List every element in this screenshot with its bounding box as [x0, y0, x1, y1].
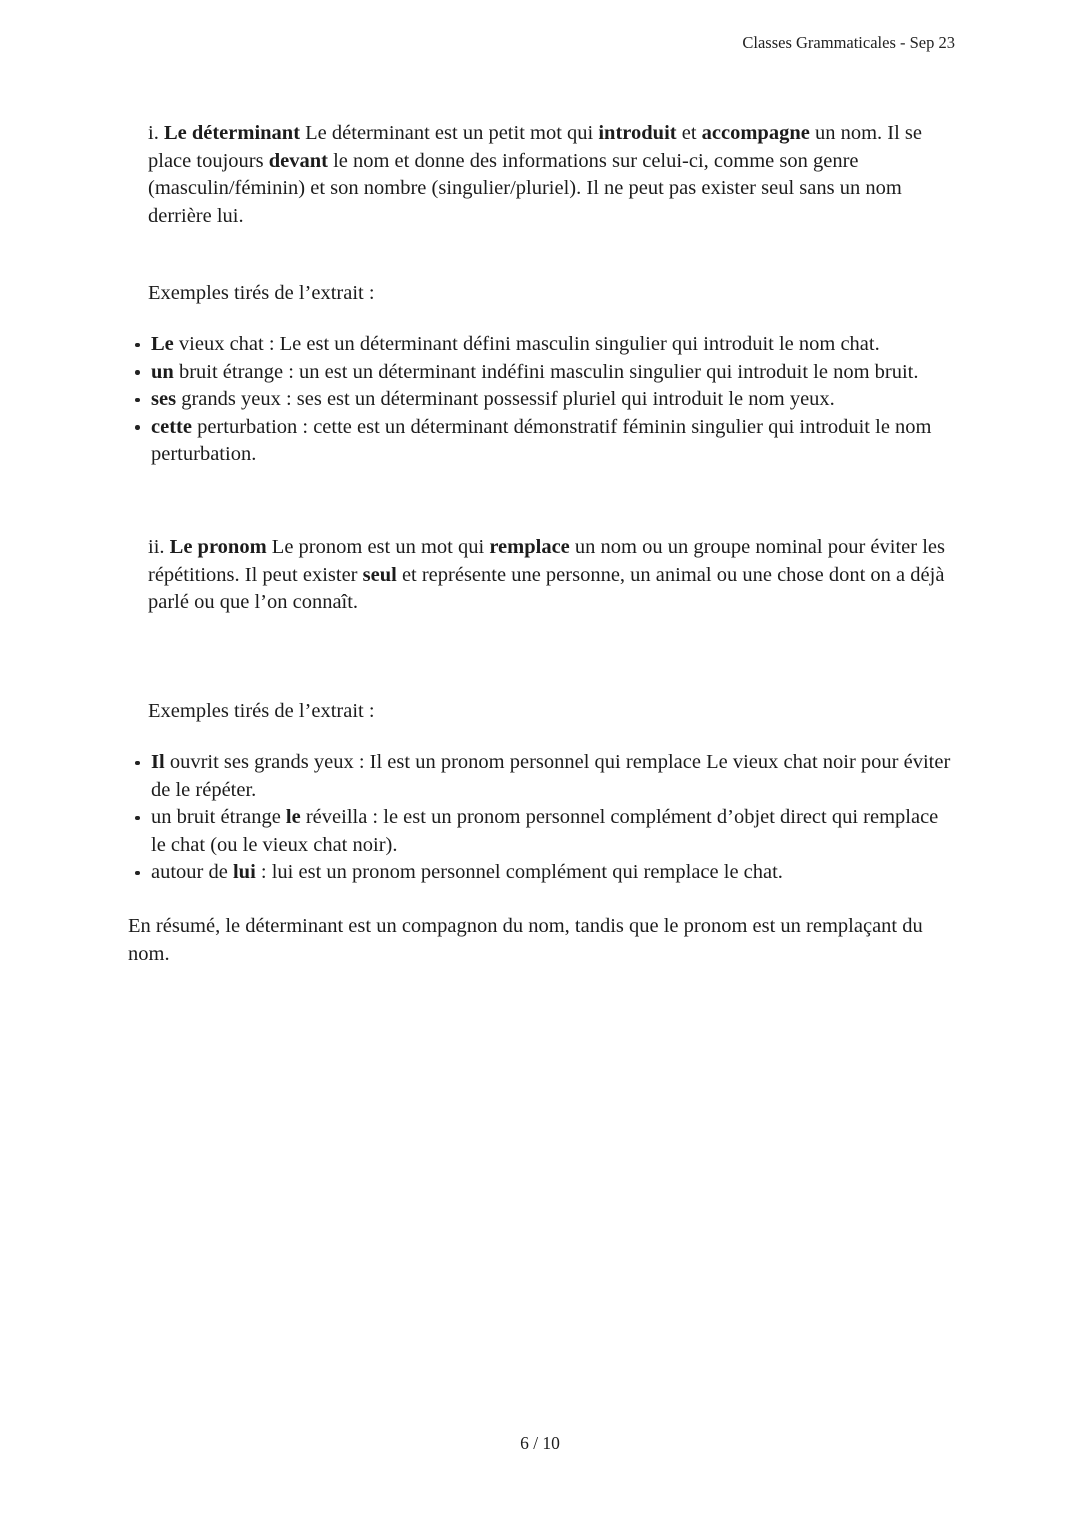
text-run: ii.	[148, 536, 170, 558]
text-run: un bruit étrange	[151, 806, 286, 828]
text-run: Le pronom	[169, 536, 267, 558]
examples-heading-determinant: Exemples tirés de l’extrait :	[148, 282, 375, 304]
text-run: accompagne	[701, 122, 810, 144]
text-run: un	[151, 360, 174, 383]
list-item	[134, 386, 955, 414]
page-number: 6 / 10	[520, 1433, 560, 1453]
list-item	[134, 359, 955, 387]
text-run: et représente une personne, un animal ou une chose dont on a déjà parlé ou que l’on connaît.	[148, 563, 945, 613]
text-run: remplace	[489, 536, 570, 558]
text-run: un nom. Il se place toujours	[148, 122, 922, 172]
bullet-list-determinant	[134, 331, 955, 469]
text-run: Il	[151, 751, 165, 773]
text-run: le nom et donne des informations sur celui-ci, comme son genre (masculin/féminin) et son nombre (singulier/pluriel). Il ne peut pas exister seul sans un nom derrière lui.	[148, 149, 902, 227]
text-run: Le déterminant est un petit mot qui	[300, 122, 599, 144]
bullet-list-pronom	[134, 749, 955, 887]
paragraph-determinant	[148, 120, 948, 230]
text-run: autour de	[151, 861, 233, 883]
text-run: perturbation : cette est un déterminant démonstratif féminin singulier qui introduit le nom perturbation.	[151, 415, 932, 465]
text-run: introduit	[598, 122, 677, 144]
text-run: ses	[151, 388, 177, 410]
list-item	[134, 804, 955, 859]
text-run: ouvrit ses grands yeux : Il est un pronom personnel qui remplace Le vieux chat noir pour éviter de le répéter.	[151, 751, 951, 801]
text-run: bruit étrange : un est un déterminant indéfini masculin singulier qui introduit le nom bruit.	[173, 360, 919, 383]
text-run: i.	[148, 122, 164, 144]
page-header: Classes Grammaticales - Sep 23	[742, 33, 955, 52]
list-item	[134, 414, 955, 469]
text-run: Le pronom est un mot qui	[266, 536, 490, 558]
list-item	[134, 331, 955, 359]
text-run: devant	[268, 149, 328, 172]
text-run: En résumé, le déterminant est un compagnon du nom, tandis que le pronom est un remplaçant du nom.	[128, 915, 923, 965]
text-run: vieux chat : Le est un déterminant défini masculin singulier qui introduit le nom chat.	[173, 333, 880, 355]
text-run: réveilla : le est un pronom personnel complément d’objet direct qui remplace le chat (ou le vieux chat noir).	[151, 806, 939, 856]
text-run: cette	[151, 415, 192, 438]
list-item	[134, 749, 955, 804]
text-run: seul	[362, 563, 397, 586]
examples-heading-pronom: Exemples tirés de l’extrait :	[148, 700, 375, 722]
text-run: Le déterminant	[163, 122, 301, 144]
text-run: le	[285, 806, 301, 828]
text-run: lui	[232, 861, 256, 883]
text-run: Le	[151, 333, 174, 355]
text-run: grands yeux : ses est un déterminant possessif pluriel qui introduit le nom yeux.	[176, 388, 835, 410]
list-item	[134, 859, 955, 887]
summary-paragraph	[128, 913, 960, 968]
text-run: un nom ou un groupe nominal pour éviter les répétitions. Il peut exister	[148, 536, 945, 586]
text-run: : lui est un pronom personnel complément qui remplace le chat.	[255, 861, 783, 883]
text-run: et	[676, 122, 702, 144]
paragraph-pronom	[148, 534, 948, 617]
